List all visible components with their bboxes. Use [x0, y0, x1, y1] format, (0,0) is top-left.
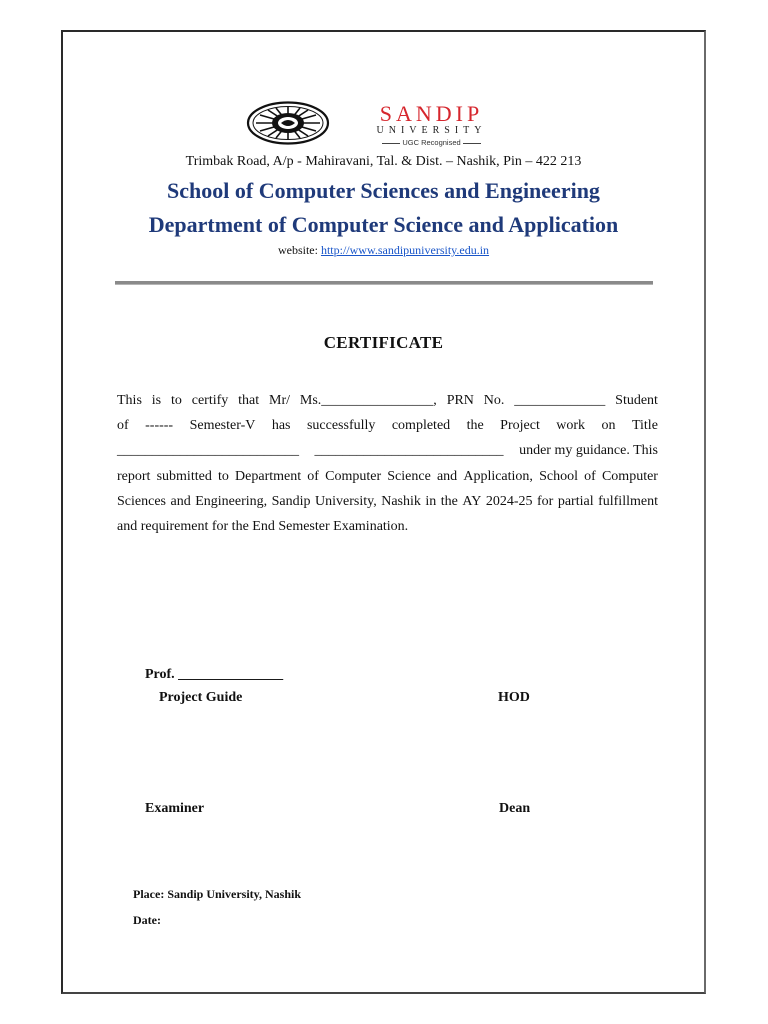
brand-subtitle: UNIVERSITY [376, 125, 487, 136]
certificate-word: Science [387, 468, 431, 484]
certificate-word: University, [315, 493, 377, 509]
certificate-word: work [556, 418, 586, 434]
certificate-body [117, 388, 658, 539]
certificate-word: under my guidance. This [519, 443, 658, 459]
certificate-word: __________________________ [117, 443, 299, 459]
certificate-line [117, 438, 658, 463]
certificate-word: and requirement for the End Semester Examination. [117, 519, 409, 535]
certificate-line [117, 388, 658, 413]
certificate-word: to [170, 393, 182, 408]
certificate-word: School [539, 468, 578, 484]
certificate-word: Computer [325, 468, 382, 484]
website-link[interactable]: http://www.sandipuniversity.edu.in [320, 243, 490, 257]
certificate-word: Computer [601, 468, 658, 484]
certificate-word: and [170, 493, 191, 509]
university-seal-icon [246, 101, 330, 145]
certificate-word: report [117, 468, 151, 484]
certificate-word: fulfillment [598, 493, 658, 509]
certificate-word: AY [462, 493, 482, 509]
date-label: Date: [133, 913, 161, 927]
hod-label: HOD [498, 690, 530, 705]
certificate-word: of [117, 418, 129, 434]
brand-tag-text: UGC Recognised [402, 138, 461, 147]
certificate-word: that [238, 393, 260, 408]
certificate-word: on [601, 418, 616, 434]
certificate-word: partial [557, 493, 594, 509]
brand-name: SANDIP [379, 101, 484, 126]
certificate-word: completed [391, 418, 451, 434]
certificate-word: _____________ [514, 393, 606, 408]
project-guide-label: Project Guide [159, 690, 243, 705]
certificate-word: of [584, 468, 596, 484]
certificate-word: in [425, 493, 437, 509]
certificate-word: ___________________________ [314, 443, 504, 459]
certificate-line [117, 489, 658, 514]
certificate-word: ------ [145, 418, 174, 434]
place-label: Place: Sandip University, Nashik [133, 887, 302, 901]
department-name: Department of Computer Science and Application [148, 212, 619, 237]
examiner-label: Examiner [145, 801, 205, 816]
certificate-word: Application, [463, 468, 533, 484]
certificate-word: Sandip [271, 493, 311, 509]
certificate-line [117, 464, 658, 489]
certificate-word: 2024-25 [485, 493, 533, 509]
certificate-line [117, 413, 658, 438]
certificate-word: of [307, 468, 319, 484]
brand-wordmark [353, 101, 510, 148]
certificate-word: This [117, 393, 142, 408]
certificate-word: to [217, 468, 229, 484]
certificate-word: is [151, 393, 162, 408]
certificate-word: Semester-V [189, 418, 256, 434]
certificate-word: certify [191, 393, 229, 408]
address: Trimbak Road, A/p - Mahiravani, Tal. & Dist. – Nashik, Pin – 422 213 [185, 154, 582, 169]
certificate-word: the [440, 493, 458, 509]
website-label: website: [277, 243, 321, 257]
dean-label: Dean [499, 801, 531, 816]
certificate-word: Mr/ [269, 393, 291, 408]
certificate-line [117, 514, 658, 539]
certificate-word: successfully [306, 418, 376, 434]
certificate-word: and [436, 468, 458, 484]
certificate-word: Title [631, 418, 658, 434]
brand-tag [353, 138, 510, 148]
certificate-title: CERTIFICATE [323, 333, 444, 352]
prof-signature-line: Prof. _______________ [145, 667, 284, 682]
certificate-word: submitted [156, 468, 212, 484]
certificate-word: has [271, 418, 291, 434]
university-logo [246, 101, 510, 147]
certificate-word: Student [615, 393, 658, 408]
certificate-word: Ms.________________, [299, 393, 437, 408]
certificate-word: No. [483, 393, 505, 408]
header-divider [115, 281, 653, 285]
certificate-word: the [466, 418, 484, 434]
website-line [61, 243, 706, 258]
certificate-word: Department [235, 468, 302, 484]
certificate-word: for [537, 493, 554, 509]
certificate-word: Sciences [117, 493, 166, 509]
school-name: School of Computer Sciences and Engineering [167, 178, 600, 203]
certificate-word: Nashik [381, 493, 421, 509]
certificate-word: Engineering, [195, 493, 268, 509]
certificate-word: PRN [446, 393, 474, 408]
certificate-word: Project [500, 418, 540, 434]
